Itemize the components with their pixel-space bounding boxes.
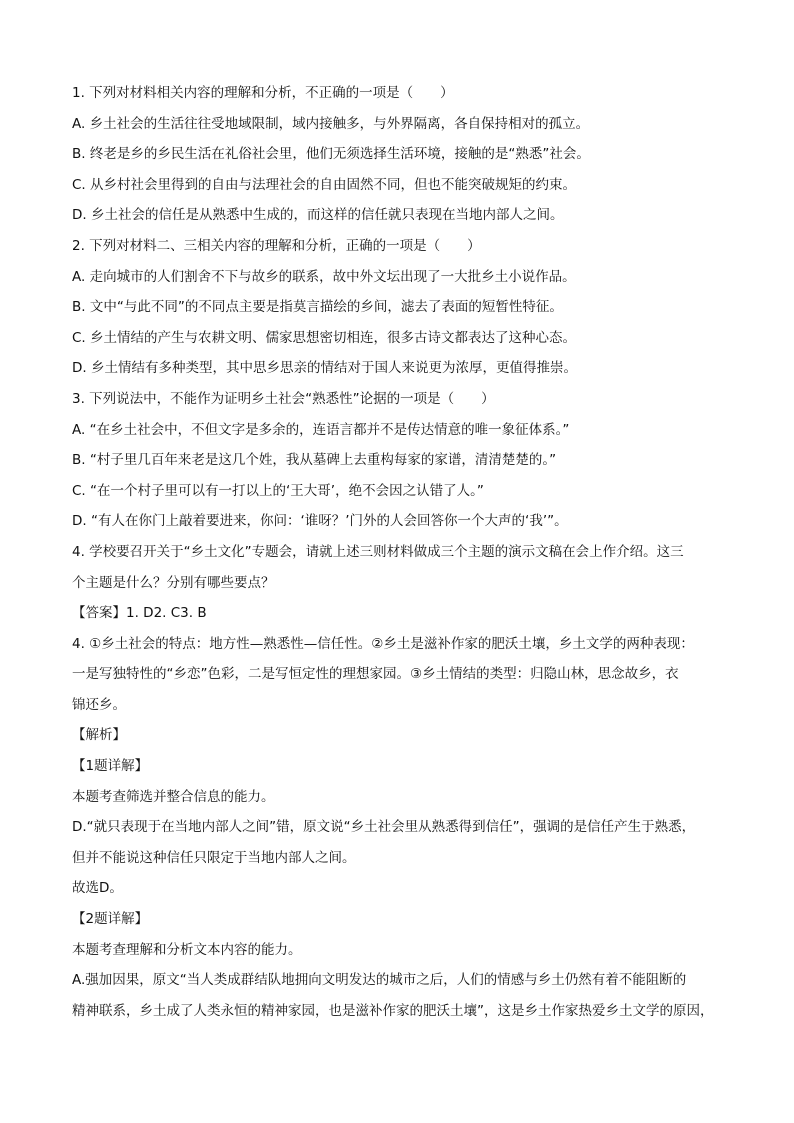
answer-4-line-2: 一是写独特性的“乡恋”色彩，二是写恒定性的理想家园。③乡土情结的类型：归隐山林，思念故乡，衣 <box>72 666 679 683</box>
question-3-option-b: B. “村子里几百年来老是这几个姓，我从墓碑上去重构每家的家谱，清清楚楚的。” <box>72 452 557 469</box>
question-2-option-b: B. 文中“与此不同”的不同点主要是指莫言描绘的乡间，滤去了表面的短暂性特征。 <box>72 299 563 316</box>
question-1-option-d: D. 乡土社会的信任是从熟悉中生成的，而这样的信任就只表现在当地内部人之间。 <box>72 207 564 224</box>
question-3-option-d: D. “有人在你门上敲着要进来，你问：‘谁呀？’门外的人会回答你一个大声的‘我’”。 <box>72 513 568 530</box>
detail-1-heading: 【1题详解】 <box>72 758 149 775</box>
detail-2-heading: 【2题详解】 <box>72 911 149 928</box>
question-1-option-b: B. 终老是乡的乡民生活在礼俗社会里，他们无须选择生活环境，接触的是“熟悉”社会。 <box>72 146 590 163</box>
answer-heading: 【答案】1. D2. C3. B <box>72 605 207 622</box>
question-3-stem: 3. 下列说法中，不能作为证明乡土社会“熟悉性”论据的一项是（ ） <box>72 390 495 407</box>
document-body <box>72 78 732 1026</box>
question-1-option-a: A. 乡土社会的生活往往受地域限制，域内接触多，与外界隔离，各自保持相对的孤立。 <box>72 115 590 132</box>
question-1-option-c: C. 从乡村社会里得到的自由与法理社会的自由固然不同，但也不能突破规矩的约束。 <box>72 176 577 193</box>
question-2-option-a: A. 走向城市的人们割舍不下与故乡的联系，故中外文坛出现了一大批乡土小说作品。 <box>72 268 576 285</box>
question-2-option-c: C. 乡土情结的产生与农耕文明、儒家思想密切相连，很多古诗文都表达了这种心态。 <box>72 329 577 346</box>
question-2-option-d: D. 乡土情结有多种类型，其中思乡思亲的情结对于国人来说更为浓厚，更值得推崇。 <box>72 360 577 377</box>
detail-1-line-2: D.“就只表现于在当地内部人之间”错，原文说“乡土社会里从熟悉得到信任”，强调的是信任产生于熟悉， <box>72 819 696 836</box>
analysis-heading: 【解析】 <box>72 727 126 744</box>
detail-1-line-1: 本题考查筛选并整合信息的能力。 <box>72 788 275 805</box>
answer-4-line-3: 锦还乡。 <box>72 696 126 713</box>
answer-4-line-1: 4. ①乡土社会的特点：地方性—熟悉性—信任性。②乡土是滋补作家的肥沃土壤，乡土文学的两种表现： <box>72 635 694 652</box>
detail-1-line-3: 但并不能说这种信任只限定于当地内部人之间。 <box>72 849 356 866</box>
detail-1-conclusion: 故选D。 <box>72 880 123 897</box>
question-3-option-a: A. “在乡土社会中，不但文字是多余的，连语言都并不是传达情意的唯一象征体系。” <box>72 421 570 438</box>
question-1-stem: 1. 下列对材料相关内容的理解和分析，不正确的一项是（ ） <box>72 85 454 101</box>
question-2-stem: 2. 下列对材料二、三相关内容的理解和分析，正确的一项是（ ） <box>72 237 481 254</box>
question-4-stem-line-1: 4. 学校要召开关于“乡土文化”专题会，请就上述三则材料做成三个主题的演示文稿在会上作介绍。这三 <box>72 543 684 560</box>
question-3-option-c: C. “在一个村子里可以有一打以上的‘王大哥’，绝不会因之认错了人。” <box>72 482 484 499</box>
detail-2-line-3: 精神联系，乡土成了人类永恒的精神家园，也是滋补作家的肥沃土壤”，这是乡土作家热爱乡土文学的原因， <box>72 1002 714 1019</box>
question-4-stem-line-2: 个主题是什么？分别有哪些要点？ <box>72 574 275 591</box>
detail-2-line-1: 本题考查理解和分析文本内容的能力。 <box>72 941 302 958</box>
detail-2-line-2: A.强加因果，原文“当人类成群结队地拥向文明发达的城市之后，人们的情感与乡土仍然有着不能阻断的 <box>72 972 687 989</box>
